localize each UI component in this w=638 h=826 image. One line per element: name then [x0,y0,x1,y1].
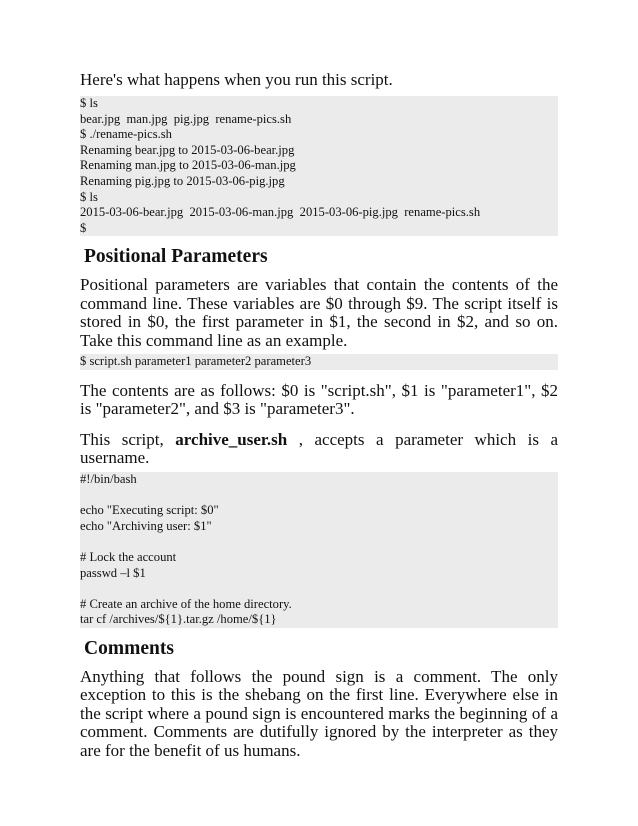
script-intro-suffix: , accepts a parameter which is a username. [80,429,558,468]
comments-paragraph: Anything that follows the pound sign is a comment. The only exception to this is the shebang on the first line. Everywhere else in the script where a pound sign is encountered marks the beginning of a comment. Comments are dutifully ignored by the interpreter as they are for the benefit of us humans. [80,666,558,760]
intro-text: Here's what happens when you run this script. [80,70,393,89]
script-intro-paragraph [80,431,558,468]
section-heading-positional-parameters: Positional Parameters [84,246,268,268]
code-line: passwd –l $1 [80,565,146,580]
code-line: $ ls [80,96,98,110]
script-intro-prefix: This script, [80,429,176,449]
code-block-archive-user-script [80,472,558,628]
code-line: Renaming bear.jpg to 2015-03-06-bear.jpg [80,142,295,157]
positional-parameters-paragraph: Positional parameters are variables that contain the contents of the command line. These variables are $0 through $9. The script itself is stored in $0, the first parameter in $1, the second in $2, and so on. Take this command line as an example. [80,275,558,350]
code-line: echo "Executing script: $0" [80,503,219,518]
code-line: # Create an archive of the home directory. [80,596,292,611]
code-line: #!/bin/bash [80,471,137,486]
code-line: Renaming pig.jpg to 2015-03-06-pig.jpg [80,173,285,188]
code-block-rename-output [80,96,558,236]
document-page [80,68,558,764]
code-line: $ [80,220,87,235]
code-line: $ ./rename-pics.sh [80,127,172,142]
code-line [80,534,558,550]
code-line: # Lock the account [80,549,177,564]
code-block-command-example [80,354,558,370]
code-line [80,488,558,504]
script-name: archive_user.sh [175,429,288,449]
code-line: $ ls [80,189,98,204]
code-line: $ script.sh parameter1 parameter2 parameter3 [80,354,312,369]
code-line: Renaming man.jpg to 2015-03-06-man.jpg [80,158,296,173]
code-line: echo "Archiving user: $1" [80,518,212,533]
section-heading-comments: Comments [84,637,174,659]
code-line: 2015-03-06-bear.jpg 2015-03-06-man.jpg 2015-03-06-pig.jpg rename-pics.sh [80,205,481,220]
code-line [80,581,558,597]
contents-paragraph: The contents are as follows: $0 is "script.sh", $1 is "parameter1", $2 is "parameter2", and $3 is "parameter3". [80,380,558,419]
code-line: tar cf /archives/${1}.tar.gz /home/${1} [80,612,277,627]
code-line: bear.jpg man.jpg pig.jpg rename-pics.sh [80,111,292,126]
